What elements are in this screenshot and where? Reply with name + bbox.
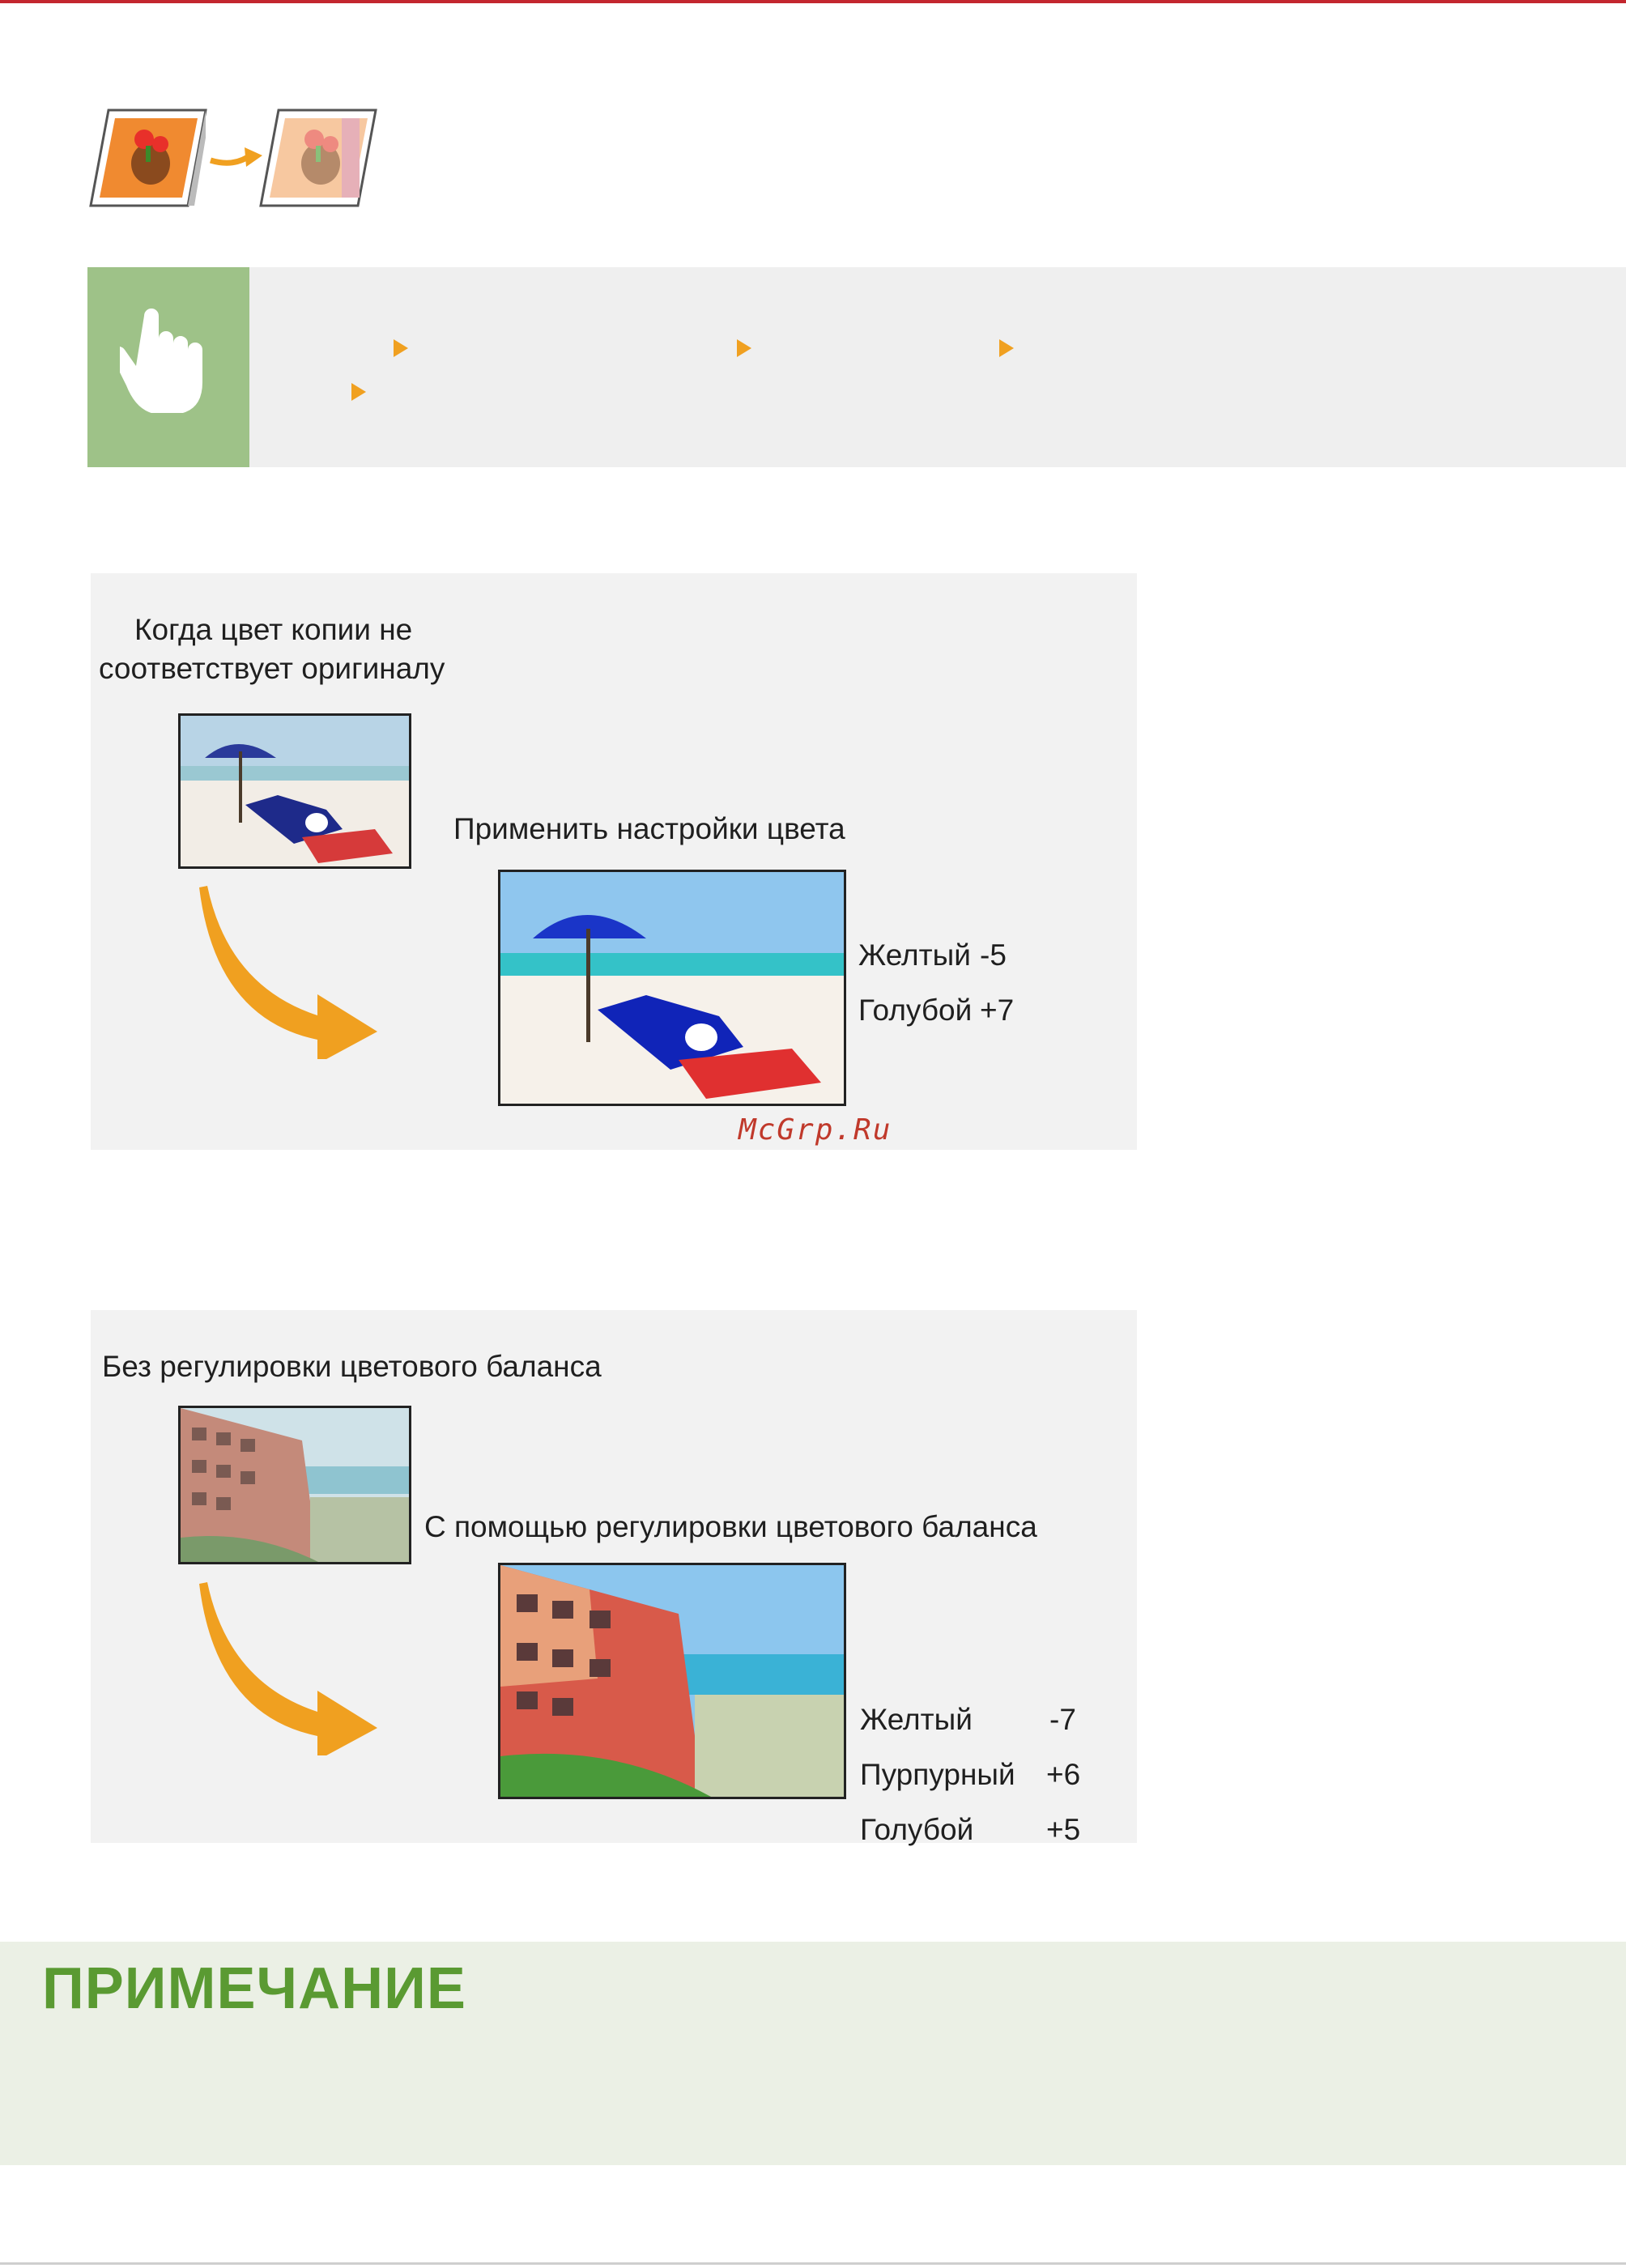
adjustment-label-2: Пурпурный bbox=[860, 1758, 1015, 1791]
adjustment-value-3: +5 bbox=[1046, 1813, 1081, 1846]
path-arrow-3 bbox=[999, 339, 1014, 357]
hotel-photo-before bbox=[178, 1406, 411, 1564]
note-title: ПРИМЕЧАНИЕ bbox=[42, 1956, 466, 2021]
adjustment-label-1: Желтый bbox=[860, 1703, 973, 1736]
path-arrow-1 bbox=[394, 339, 408, 357]
transition-arrow bbox=[196, 881, 390, 1059]
operation-path-box bbox=[87, 267, 1626, 467]
after-caption: Применить настройки цвета bbox=[453, 812, 845, 845]
watermark: McGrp.Ru bbox=[739, 1113, 892, 1147]
beach-photo-before bbox=[178, 713, 411, 869]
beach-photo-after bbox=[498, 870, 846, 1106]
transition-arrow bbox=[196, 1577, 390, 1755]
before-caption: Без регулировки цветового баланса bbox=[102, 1350, 602, 1383]
adjustment-value-1: -7 bbox=[1049, 1703, 1076, 1736]
bottom-rule bbox=[0, 2262, 1626, 2265]
top-rule bbox=[0, 0, 1626, 3]
adjustment-value-1: -5 bbox=[980, 938, 1007, 972]
color-adjust-figure bbox=[91, 573, 1137, 1150]
copy-document-icon bbox=[258, 105, 379, 211]
adjustment-label-3: Голубой bbox=[860, 1813, 974, 1846]
adjustment-value-2: +7 bbox=[980, 994, 1015, 1027]
original-document-icon bbox=[87, 105, 209, 211]
adjustment-label-2: Голубой bbox=[858, 994, 973, 1027]
hotel-photo-after bbox=[498, 1563, 846, 1799]
after-caption: С помощью регулировки цветового баланса bbox=[424, 1510, 1037, 1543]
adjustment-value-2: +6 bbox=[1046, 1758, 1081, 1791]
path-arrow-2 bbox=[737, 339, 751, 357]
hand-pointer-icon bbox=[87, 267, 249, 467]
path-arrow-4 bbox=[351, 383, 366, 401]
adjustment-label-1: Желтый bbox=[858, 938, 971, 972]
before-caption-line1: Когда цвет копии не bbox=[134, 613, 413, 646]
before-caption-line2: соответствует оригиналу bbox=[99, 652, 445, 685]
arrow-right-icon bbox=[207, 143, 264, 175]
color-balance-figure bbox=[91, 1310, 1137, 1846]
